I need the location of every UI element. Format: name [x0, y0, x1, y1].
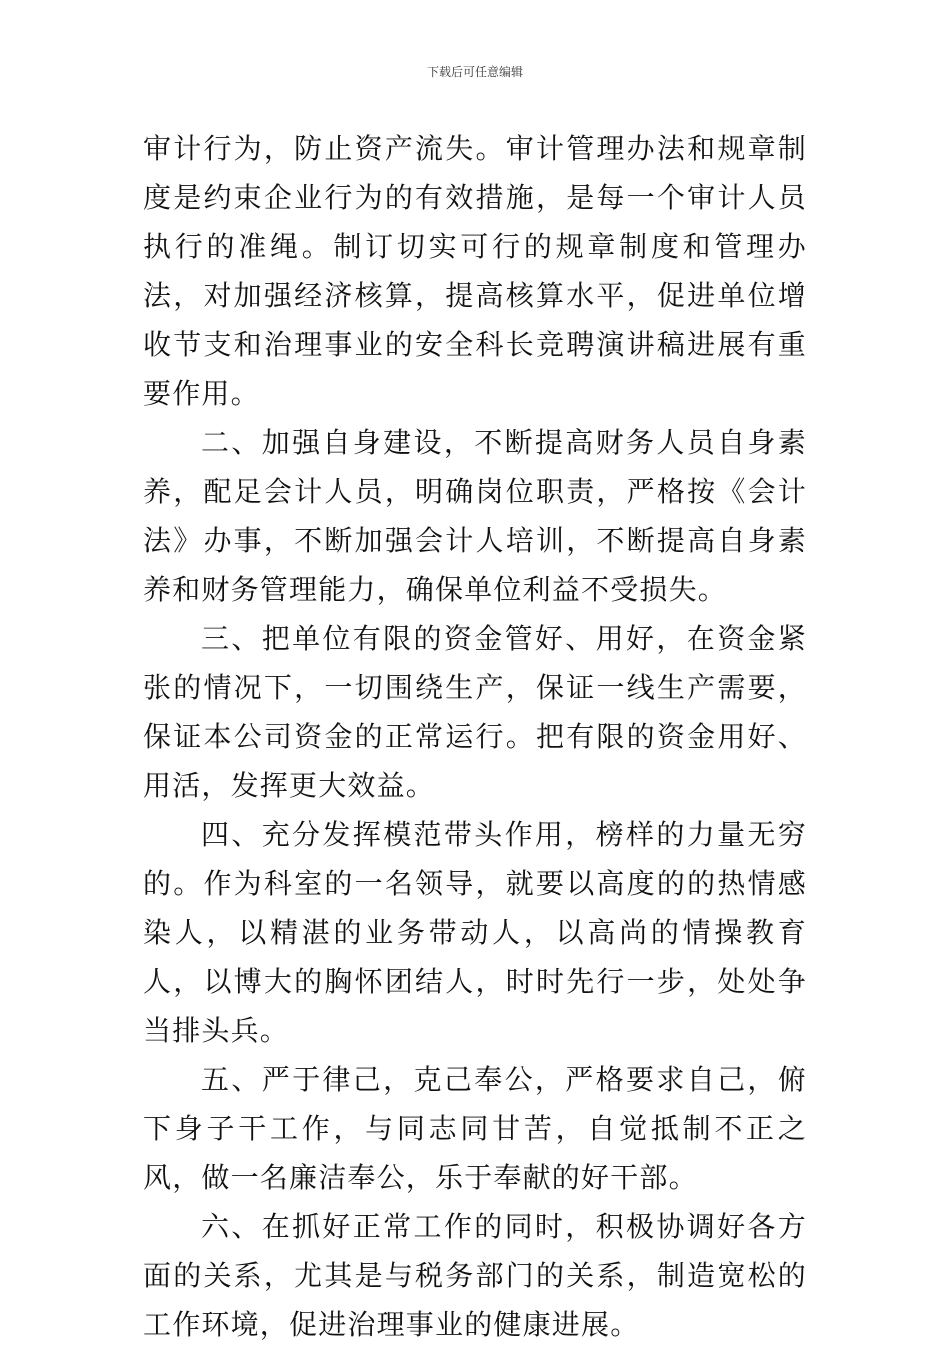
paragraph-2: 二、加强自身建设，不断提高财务人员自身素养，配足会计人员，明确岗位职责，严格按《会计法》办事，不断加强会计人培训，不断提高自身素养和财务管理能力，确保单位利益不受损失。 [143, 426, 807, 606]
paragraph-5: 五、严于律己，克己奉公，严格要求自己，俯下身子干工作，与同志同甘苦，自觉抵制不正之风，做一名廉洁奉公，乐于奉献的好干部。 [143, 1063, 807, 1194]
paragraph-3: 三、把单位有限的资金管好、用好，在资金紧张的情况下，一切围绕生产，保证一线生产需要，保证本公司资金的正常运行。把有限的资金用好、用活，发挥更大效益。 [143, 622, 807, 802]
paragraph-1: 审计行为，防止资产流失。审计管理办法和规章制度是约束企业行为的有效措施，是每一个审计人员执行的准绳。制订切实可行的规章制度和管理办法，对加强经济核算，提高核算水平，促进单位增收节支和治理事业的安全科长竞聘演讲稿进展有重要作用。 [143, 132, 807, 410]
document-body [143, 124, 807, 1349]
paragraph-6: 六、在抓好正常工作的同时，积极协调好各方面的关系，尤其是与税务部门的关系，制造宽松的工作环境，促进治理事业的健康进展。 [143, 1210, 807, 1341]
page-header: 下载后可任意编辑 [426, 65, 523, 79]
paragraph-4: 四、充分发挥模范带头作用，榜样的力量无穷的。作为科室的一名领导，就要以高度的的热情感染人，以精湛的业务带动人，以高尚的情操教育人，以博大的胸怀团结人，时时先行一步，处处争当排头兵。 [143, 818, 807, 1047]
